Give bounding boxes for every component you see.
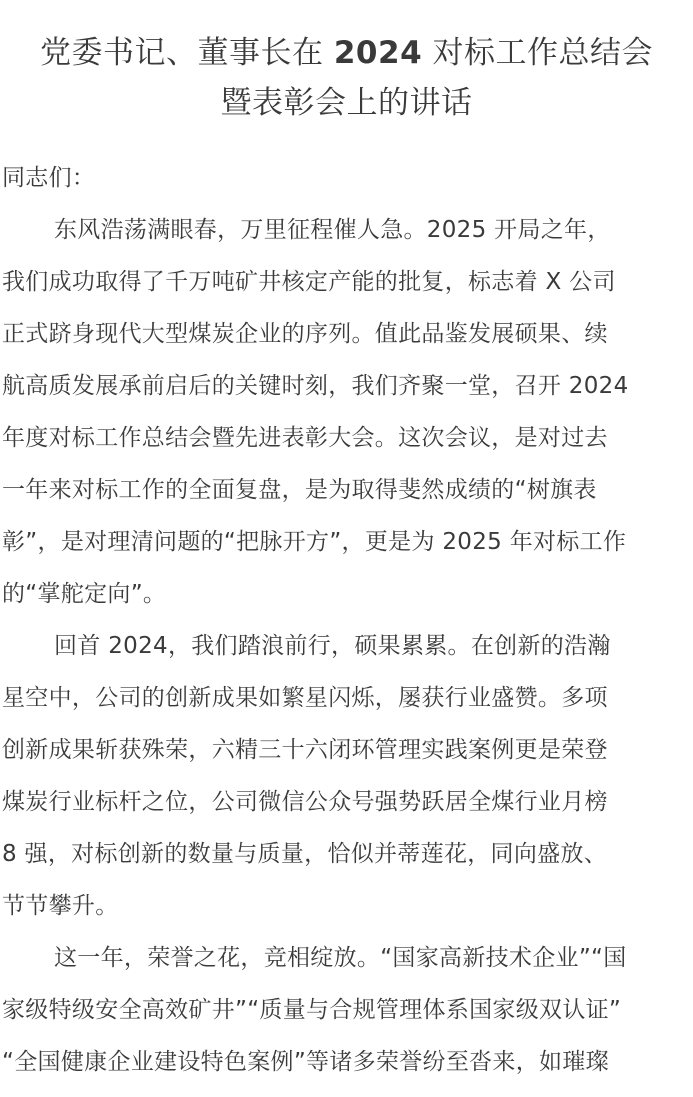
paragraph-1 bbox=[2, 204, 691, 620]
title-text-part2: 对标工作总结会 bbox=[422, 35, 653, 71]
paragraph-line: 我们成功取得了千万吨矿井核定产能的批复，标志着 X 公司 bbox=[2, 269, 616, 295]
paragraph-3 bbox=[2, 932, 691, 1088]
paragraph-line: “全国健康企业建设特色案例”等诸多荣誉纷至沓来，如璀璨 bbox=[2, 1049, 609, 1075]
speech-body bbox=[2, 152, 691, 1088]
paragraph-line: 航高质发展承前启后的关键时刻，我们齐聚一堂，召开 2024 bbox=[2, 373, 629, 399]
paragraph-line: 正式跻身现代大型煤炭企业的序列。值此品鉴发展硕果、续 bbox=[2, 321, 608, 347]
paragraph-line: 一年来对标工作的全面复盘，是为取得斐然成绩的“树旗表 bbox=[2, 477, 597, 503]
paragraph-line: 东风浩荡满眼春，万里征程催人急。2025 开局之年， bbox=[54, 217, 611, 243]
paragraph-line: 家级特级安全高效矿井”“质量与合规管理体系国家级双认证” bbox=[2, 997, 622, 1023]
paragraph-line: 年度对标工作总结会暨先进表彰大会。这次会议，是对过去 bbox=[2, 425, 608, 451]
paragraph-line: 节节攀升。 bbox=[2, 893, 119, 919]
paragraph-line: 星空中，公司的创新成果如繁星闪烁，屡获行业盛赞。多项 bbox=[2, 685, 608, 711]
paragraph-line: 彰”，是对理清问题的“把脉开方”，更是为 2025 年对标工作 bbox=[2, 529, 627, 555]
paragraph-2 bbox=[2, 620, 691, 932]
salutation: 同志们： bbox=[2, 165, 96, 191]
document-title bbox=[2, 28, 691, 128]
title-line-2: 暨表彰会上的讲话 bbox=[220, 85, 473, 121]
paragraph-line: 的“掌舵定向”。 bbox=[2, 581, 167, 607]
paragraph-line: 创新成果斩获殊荣，六精三十六闭环管理实践案例更是荣登 bbox=[2, 737, 608, 763]
title-text-part1: 党委书记、董事长在 bbox=[40, 35, 334, 71]
title-year: 2024 bbox=[333, 35, 423, 71]
paragraph-line: 回首 2024，我们踏浪前行，硕果累累。在创新的浩瀚 bbox=[54, 633, 611, 659]
paragraph-line: 这一年，荣誉之花，竞相绽放。“国家高新技术企业”“国 bbox=[54, 945, 627, 971]
paragraph-line: 煤炭行业标杆之位，公司微信公众号强势跃居全煤行业月榜 bbox=[2, 789, 608, 815]
paragraph-line: 8 强，对标创新的数量与质量，恰似并蒂莲花，同向盛放、 bbox=[2, 841, 608, 867]
title-line-1 bbox=[2, 28, 691, 78]
